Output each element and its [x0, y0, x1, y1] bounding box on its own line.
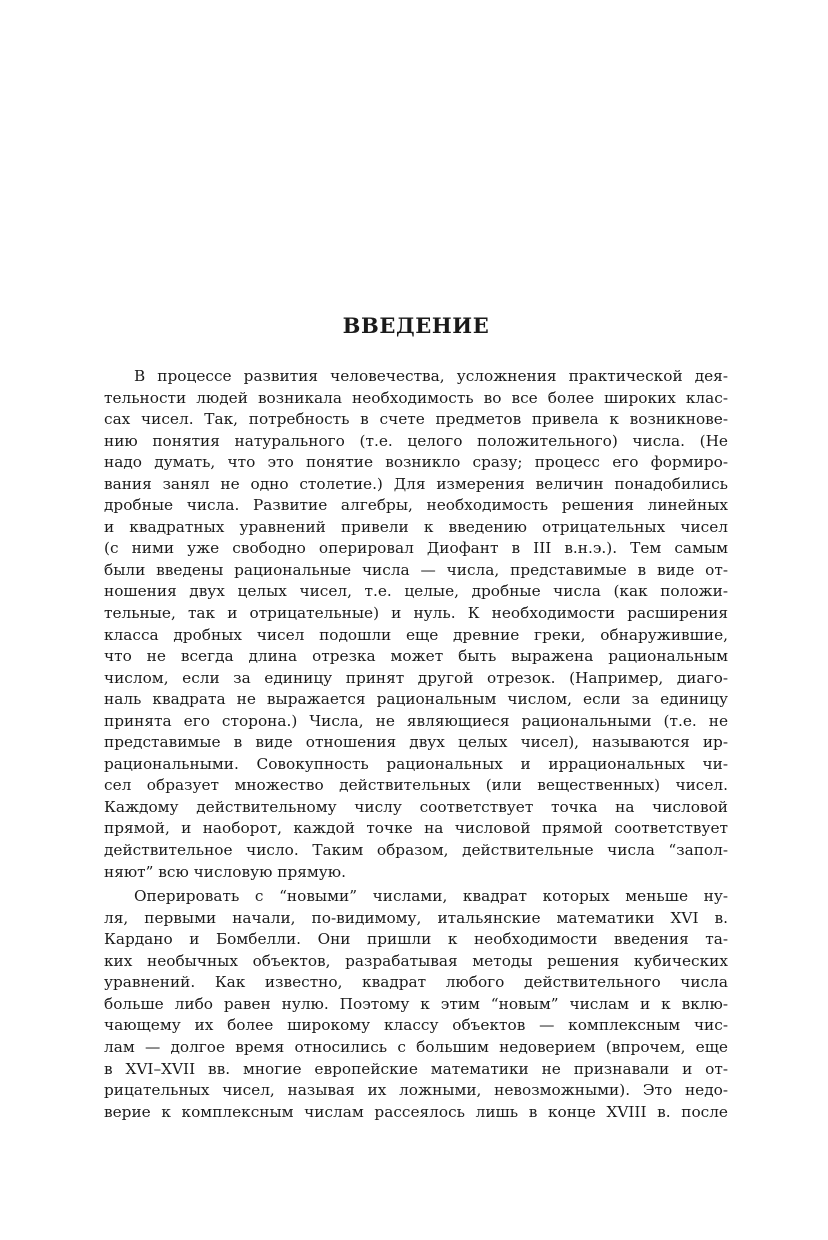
text-line: действительное число. Таким образом, действительные числа “запол- [104, 841, 728, 860]
text-line: Каждому действительному числу соответствует точка на числовой [104, 797, 728, 816]
text-line: сел образует множество действительных (или вещественных) чисел. [104, 776, 728, 795]
text-line: больше либо равен нулю. Поэтому к этим “новым” числам и к вклю- [104, 994, 728, 1013]
text-line: вания занял не одно столетие.) Для измерения величин понадобились [104, 474, 728, 493]
text-line: верие к комплексным числам рассеялось лишь в конце XVIII в. после [104, 1102, 728, 1121]
text-line: няют” всю числовую прямую. [104, 862, 346, 881]
text-line: чающему их более широкому классу объектов — комплексным чис- [104, 1016, 728, 1035]
chapter-title: ВВЕДЕНИЕ [342, 313, 490, 338]
text-line: рицательных чисел, называя их ложными, невозможными). Это недо- [104, 1081, 728, 1100]
paragraph-1 [104, 366, 728, 883]
text-line: лам — долгое время относились с большим недоверием (впрочем, еще [104, 1037, 728, 1056]
text-line: ких необычных объектов, разрабатывая методы решения кубических [104, 951, 728, 970]
text-line: нию понятия натурального (т.е. целого положительного) числа. (Не [104, 431, 728, 450]
chapter-body [104, 366, 728, 1123]
text-line: и квадратных уравнений привели к введению отрицательных чисел [104, 517, 728, 536]
paragraph-2 [104, 886, 728, 1123]
text-line: ношения двух целых чисел, т.е. целые, дробные числа (как положи- [104, 582, 728, 601]
text-line: были введены рациональные числа — числа, представимые в виде от- [104, 560, 728, 579]
text-line: принята его сторона.) Числа, не являющиеся рациональными (т.е. не [104, 711, 728, 730]
text-line: числом, если за единицу принят другой отрезок. (Например, диаго- [104, 668, 728, 687]
text-line: надо думать, что это понятие возникло сразу; процесс его формиро- [104, 453, 728, 472]
text-line: сах чисел. Так, потребность в счете предметов привела к возникнове- [104, 410, 728, 429]
text-line: что не всегда длина отрезка может быть выражена рациональным [104, 647, 728, 666]
text-line: наль квадрата не выражается рациональным числом, если за единицу [104, 690, 728, 709]
text-line: рациональными. Совокупность рациональных и иррациональных чи- [104, 754, 728, 773]
text-line: Оперировать с “новыми” числами, квадрат которых меньше ну- [134, 887, 728, 906]
text-line: ля, первыми начали, по-видимому, итальянские математики XVI в. [104, 908, 728, 927]
text-line: тельности людей возникала необходимость во все более широких клас- [104, 388, 728, 407]
text-line: прямой, и наоборот, каждой точке на числовой прямой соответствует [104, 819, 728, 838]
text-line: класса дробных чисел подошли еще древние греки, обнаружившие, [104, 625, 728, 644]
text-line: (с ними уже свободно оперировал Диофант в III в.н.э.). Тем самым [104, 539, 728, 558]
text-line: В процессе развития человечества, усложнения практической дея- [134, 367, 728, 385]
text-line: уравнений. Как известно, квадрат любого действительного числа [104, 973, 728, 992]
text-line: в XVI–XVII вв. многие европейские математики не признавали и от- [104, 1059, 728, 1078]
text-line: дробные числа. Развитие алгебры, необходимость решения линейных [104, 496, 728, 515]
text-line: тельные, так и отрицательные) и нуль. К необходимости расширения [104, 604, 728, 623]
text-line: представимые в виде отношения двух целых чисел), называются ир- [104, 733, 728, 752]
text-line: Кардано и Бомбелли. Они пришли к необходимости введения та- [104, 930, 728, 949]
